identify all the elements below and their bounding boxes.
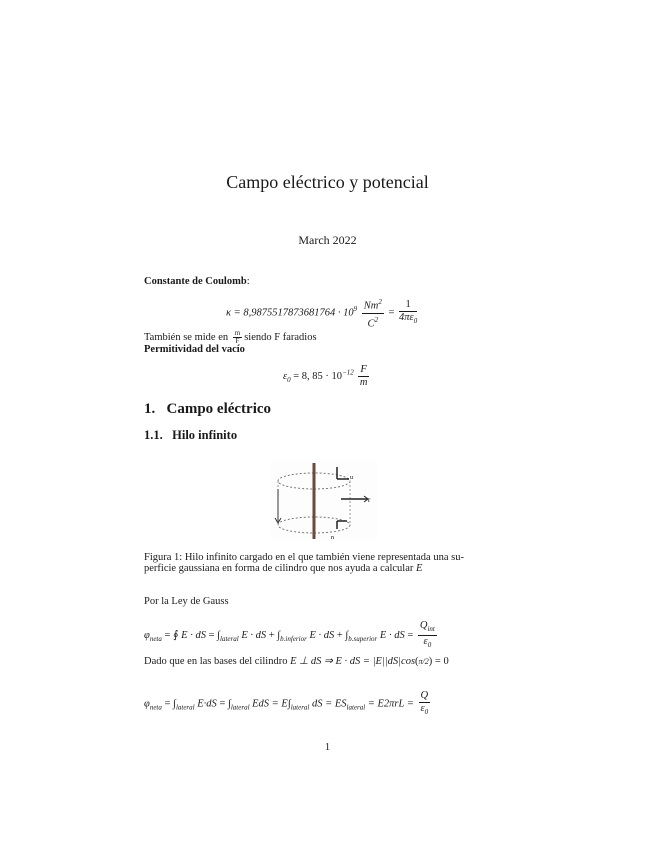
eq2-sub-lateral-2: lateral xyxy=(230,703,250,712)
section-heading xyxy=(144,401,271,418)
permittivity-eq-eps-sub: 0 xyxy=(287,376,291,384)
caption-line-1: Figura 1: Hilo infinito cargado en el que también viene representada una su- xyxy=(144,552,464,563)
eq1-phi: φ xyxy=(144,630,150,641)
eq2-q: Q xyxy=(420,690,429,701)
caption-line-2-text: perficie gaussiana en forma de cilindro que nos ayuda a calcular xyxy=(144,563,417,574)
label-r: r xyxy=(368,496,371,504)
also-measured-line xyxy=(144,330,317,345)
coulomb-heading-colon: : xyxy=(246,276,250,287)
permittivity-eq-val: = 8, 85 · 10 xyxy=(290,370,343,382)
eq1-frac xyxy=(418,620,437,651)
eq2-eps: ε xyxy=(420,703,425,714)
also-measured-frac xyxy=(233,330,242,345)
coulomb-heading: Constante de Coulomb xyxy=(144,276,247,287)
eq1-eps: ε xyxy=(423,636,428,648)
also-measured-frac-num: m xyxy=(234,329,241,337)
coulomb-frac-den: 4πε xyxy=(399,311,414,323)
eq1-eps-sub: 0 xyxy=(427,641,432,650)
gauss-intro: Por la Ley de Gauss xyxy=(144,596,229,607)
subsection-heading xyxy=(144,428,237,443)
coulomb-unit-num-exp: 2 xyxy=(378,298,382,306)
coulomb-eq-lhs: κ = 8,9875517873681764 · 10 xyxy=(226,307,354,319)
eq1-phi-sub: neta xyxy=(149,635,162,644)
label-u: u xyxy=(350,475,353,481)
coulomb-frac xyxy=(399,299,417,327)
section-title: Campo eléctrico xyxy=(166,401,272,417)
eq2-ends: dS = ES xyxy=(312,698,347,710)
coulomb-eq-equals: = xyxy=(388,307,398,319)
figure-background xyxy=(271,459,377,541)
coulomb-heading-line xyxy=(144,276,250,287)
section-number: 1. xyxy=(144,401,156,417)
eq1-q: Q xyxy=(419,620,428,631)
permittivity-frac-den: m xyxy=(359,377,368,388)
caption-line-2: perficie gaussiana en forma de cilindro que nos ayuda a calcular E xyxy=(144,563,423,574)
figure-caption xyxy=(144,552,512,574)
coulomb-frac-num: 1 xyxy=(399,299,417,312)
eq2-final: = E2πrL = xyxy=(365,698,417,710)
subsection-number: 1.1. xyxy=(144,428,163,442)
coulomb-frac-den-sub: 0 xyxy=(413,317,418,326)
document-title: Campo eléctrico y potencial xyxy=(226,172,429,192)
eq2-eps-sub: 0 xyxy=(424,708,429,717)
permittivity-eq-eps: ε xyxy=(283,370,288,382)
permittivity-eq-exp: −12 xyxy=(342,368,354,377)
label-n: n xyxy=(331,535,334,541)
permittivity-frac-num: F xyxy=(360,364,367,375)
also-measured-suffix: siendo F faradios xyxy=(244,331,317,343)
gauss-equation: $\varphi_{neta}$ = ∮ E · dS = $\int_{lateral}$ E · dS + $\int_{b.inferior}$ E · dS + $\int_{b.superior}$ E · dS = $\frac{Q_{int}}{\varepsilon_0}$ xyxy=(144,620,435,650)
page-number: 1 xyxy=(324,742,331,753)
eq1-sub-superior: b.superior xyxy=(348,635,378,644)
bases-line: Dado que en las bases del cilindro E ⊥ dS ⇒ E · dS = |E||dS|cos(π/2) = 0 xyxy=(144,656,449,667)
subsection-title: Hilo infinito xyxy=(172,428,238,442)
eq2-sub-lateral-3: lateral xyxy=(290,703,310,712)
permittivity-frac xyxy=(358,364,368,389)
eq2-frac xyxy=(419,690,431,718)
eq2-phi: φ xyxy=(144,698,150,710)
coulomb-unit-den-exp: 2 xyxy=(374,315,379,324)
eq1-sub-inferior: b.inferior xyxy=(280,635,307,644)
eq2-mid: EdS = E xyxy=(252,698,288,710)
also-measured-frac-den: F xyxy=(235,337,240,345)
eq1-sub-lateral: lateral xyxy=(220,635,239,644)
cylinder-figure xyxy=(271,459,377,541)
also-measured-prefix: También se mide en xyxy=(144,331,231,343)
eq2-phi-sub: neta xyxy=(149,703,162,712)
coulomb-eq-exp: 9 xyxy=(353,304,358,313)
document-date: March 2022 xyxy=(298,233,357,247)
coulomb-unit-fraction xyxy=(362,296,384,330)
flux-equation: $\varphi_{neta} = \int_{lateral}$ $E\cdot dS = \int_{lateral}$ EdS = $E\int_{lateral}$ dS = $ES_{lateral} = E2\pi rL$ = $\frac{Q}{\varepsilon_0}$ xyxy=(144,690,429,717)
permittivity-heading: Permitividad del vacío xyxy=(144,344,245,355)
permittivity-equation xyxy=(283,364,371,389)
eq2-ends-sub: lateral xyxy=(346,703,366,712)
bases-text: Dado que en las bases del cilindro xyxy=(144,656,291,667)
coulomb-unit-den: C xyxy=(367,318,375,329)
eq1-q-sub: int xyxy=(427,625,435,634)
coulomb-unit-num: Nm xyxy=(363,300,379,312)
coulomb-equation xyxy=(226,296,419,330)
eq2-sub-lateral-1: lateral xyxy=(175,703,195,712)
